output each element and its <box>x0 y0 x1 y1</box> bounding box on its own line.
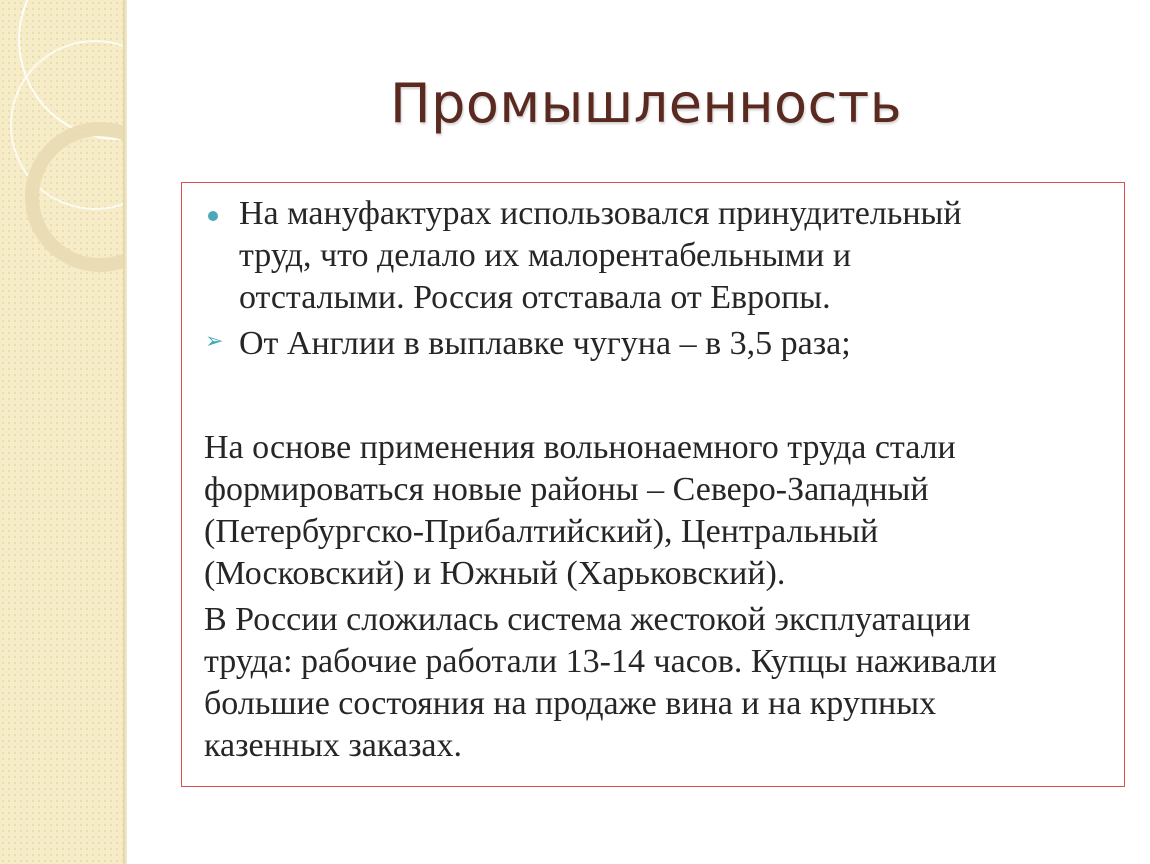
dot-bullet-icon <box>208 211 218 221</box>
content-box <box>181 182 1125 787</box>
bullet-line: отсталыми. Россия отставала от Европы. <box>239 279 831 316</box>
bullet-item <box>239 193 1079 319</box>
strip-edge <box>123 0 127 864</box>
bullet-line: труд, что делало их малорентабельными и <box>239 237 852 274</box>
paragraph-line: большие состояния на продаже вина и на крупных <box>204 685 937 722</box>
paragraph-line: казенных заказах. <box>204 727 462 764</box>
paragraph <box>204 427 1109 595</box>
paragraph-line: На основе применения вольнонаемного труда стали <box>204 429 956 466</box>
paragraph <box>204 599 1109 767</box>
paragraph-line: (Петербургско-Прибалтийский), Центральный <box>204 513 879 550</box>
bullet-item <box>205 323 1079 365</box>
paragraph-line: труда: рабочие работали 13-14 часов. Купцы наживали <box>204 643 997 680</box>
slide-title: Промышленность <box>390 72 903 135</box>
decorative-side-strip <box>0 0 127 864</box>
paragraph-line: (Московский) и Южный (Харьковский). <box>204 555 786 592</box>
bullet-line: От Англии в выплавке чугуна – в 3,5 раза; <box>239 325 851 362</box>
bullet-line: На мануфактурах использовался принудительный <box>239 195 962 232</box>
arrow-bullet-icon: ➢ <box>205 329 224 354</box>
paragraph-line: В России сложилась система жестокой эксплуатации <box>204 601 971 638</box>
paragraph-line: формироваться новые районы – Северо-Западный <box>204 471 929 508</box>
